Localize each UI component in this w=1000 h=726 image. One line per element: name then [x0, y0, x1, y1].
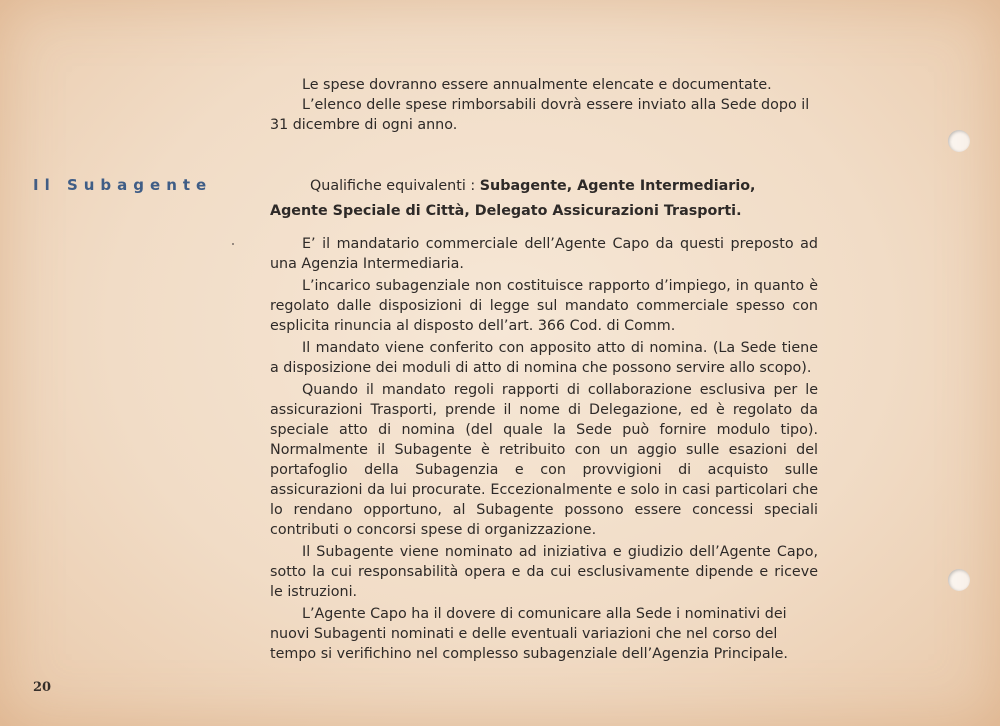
- qualifications-values: Subagente, Agente Intermediario, Agente Speciale di Città, Delegato Assicurazioni Trasporti.: [270, 178, 756, 219]
- paragraph: Il Subagente viene nominato ad iniziativa e giudizio dell’Agente Capo, sotto la cui responsabilità opera e da cui esclusivamente dipende e riceve le istruzioni.: [270, 544, 818, 600]
- qualifications: [270, 174, 818, 224]
- binder-hole-bottom: [948, 569, 970, 591]
- speck: [232, 243, 234, 245]
- paragraph: Quando il mandato regoli rapporti di collaborazione esclusiva per le assicurazioni Trasporti, prende il nome di Delegazione, ed è regolato da speciale atto di nomina (del quale la Sede può fornire modulo tipo). Normalmente il Subagente è retribuito con un aggio sulle esazioni del portafoglio della Subagenzia e con provvigioni di acquisto sulle assicurazioni da lui procurate. Eccezionalmente e solo in casi particolari che lo rendano opportuno, al Subagente possono essere concessi speciali contributi o concorsi spese di organizzazione.: [270, 382, 818, 538]
- paragraph: L’Agente Capo ha il dovere di comunicare alla Sede i nominativi dei nuovi Subagenti nominati e delle eventuali variazioni che nel corso del tempo si verifichino nel complesso subagenziale dell’Agenzia Principale.: [270, 606, 788, 662]
- paragraph: E’ il mandatario commerciale dell’Agente Capo da questi preposto ad una Agenzia Intermediaria.: [270, 236, 818, 272]
- binder-hole-top: [948, 130, 970, 152]
- paragraph: L’elenco delle spese rimborsabili dovrà essere inviato alla Sede dopo il 31 dicembre di ogni anno.: [270, 97, 810, 133]
- section-heading: Il Subagente: [33, 176, 213, 194]
- paragraph: Il mandato viene conferito con apposito atto di nomina. (La Sede tiene a disposizione dei moduli di atto di nomina che possono servire allo scopo).: [270, 340, 818, 376]
- qualifications-label: Qualifiche equivalenti :: [310, 178, 476, 194]
- page-number: 20: [33, 680, 52, 695]
- paragraph: Le spese dovranno essere annualmente elencate e documentate.: [302, 77, 772, 93]
- paragraph: L’incarico subagenziale non costituisce rapporto d’impiego, in quanto è regolato dalle disposizioni di legge sul mandato commerciale spesso con esplicita rinuncia al disposto dell’art. 366 Cod. di Comm.: [270, 278, 818, 334]
- main-paragraphs: [270, 234, 818, 664]
- top-paragraphs: [270, 75, 818, 135]
